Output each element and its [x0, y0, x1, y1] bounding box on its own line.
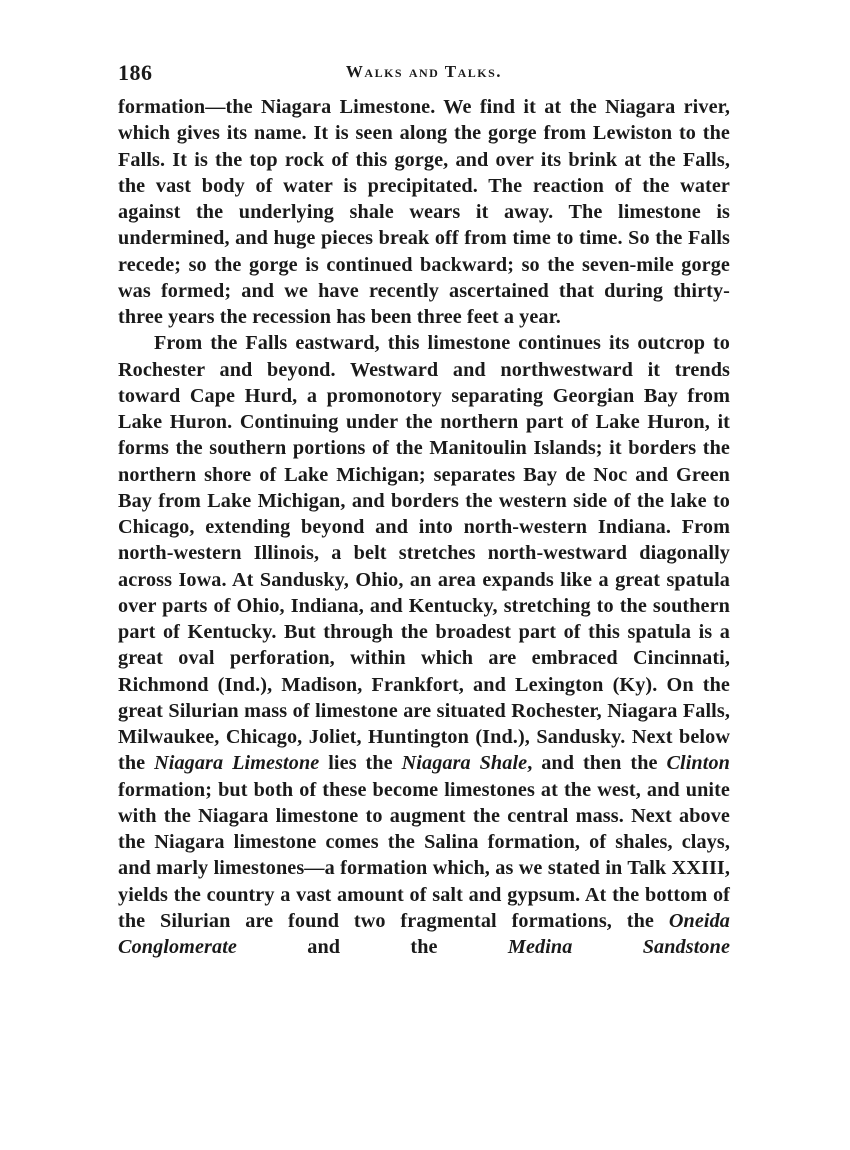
- italic-term: Oneida Conglomerate: [118, 909, 730, 958]
- text-run: formation; but both of these become limestones at the west, and unite with the Niagara limestone to augment the central mass. Next above the Niagara limestone comes the Salina formation, of shales, clays, and marly limestones—a formation which, as we stated in Talk XXIII, yields the country a vast amount of salt and gypsum. At the bottom of the Silurian are found two fragmental formations, the: [118, 778, 730, 932]
- book-page: [118, 58, 730, 960]
- body-text: [118, 94, 730, 960]
- text-run: formation—the Niagara Limestone. We find it at the Niagara river, which gives its name. It is seen along the gorge from Lewiston to the Falls. It is the top rock of this gorge, and over its brink at the Falls, the vast body of water is precipitated. The reaction of the water against the underlying shale wears it away. The limestone is undermined, and huge pieces break off from time to time. So the Falls recede; so the gorge is continued backward; so the seven-mile gorge was formed; and we have recently ascertained that during thirty-three years the recession has been three feet a year.: [118, 96, 730, 328]
- running-title: Walks and Talks.: [345, 62, 503, 81]
- italic-term: Niagara Limestone: [154, 752, 320, 775]
- text-run: lies the: [319, 752, 402, 775]
- page-number: 186: [118, 60, 153, 85]
- text-run: and the: [236, 936, 508, 958]
- italic-term: Clinton: [666, 752, 730, 775]
- paragraph-1: [118, 94, 730, 330]
- text-run: , and then the: [527, 752, 667, 775]
- paragraph-2: [118, 330, 730, 960]
- italic-term: Niagara Shale: [401, 752, 528, 775]
- running-head: [118, 58, 730, 94]
- italic-term: Medina Sandstone: [507, 936, 730, 958]
- text-run: From the Falls eastward, this limestone continues its outcrop to Rochester and beyond. Westward and northwestward it trends toward Cape Hurd, a promonotory separating Georgian Bay from Lake Huron. Continuing under the northern part of Lake Huron, it forms the southern portions of the Manitoulin Islands; it borders the northern shore of Lake Michigan; separates Bay de Noc and Green Bay from Lake Michigan, and borders the western side of the lake to Chicago, extending beyond and into north-western Indiana. From north-western Illinois, a belt stretches north-westward diagonally across Iowa. At Sandusky, Ohio, an area expands like a great spatula over parts of Ohio, Indiana, and Kentucky, stretching to the southern part of Kentucky. But through the broadest part of this spatula is a great oval perforation, within which are embraced Cincinnati, Richmond (Ind.), Madison, Frankfort, and Lexington (Ky). On the great Silurian mass of limestone are situated Rochester, Niagara Falls, Milwaukee, Chicago, Joliet, Huntington (Ind.), Sandusky. Next below the: [118, 332, 730, 775]
